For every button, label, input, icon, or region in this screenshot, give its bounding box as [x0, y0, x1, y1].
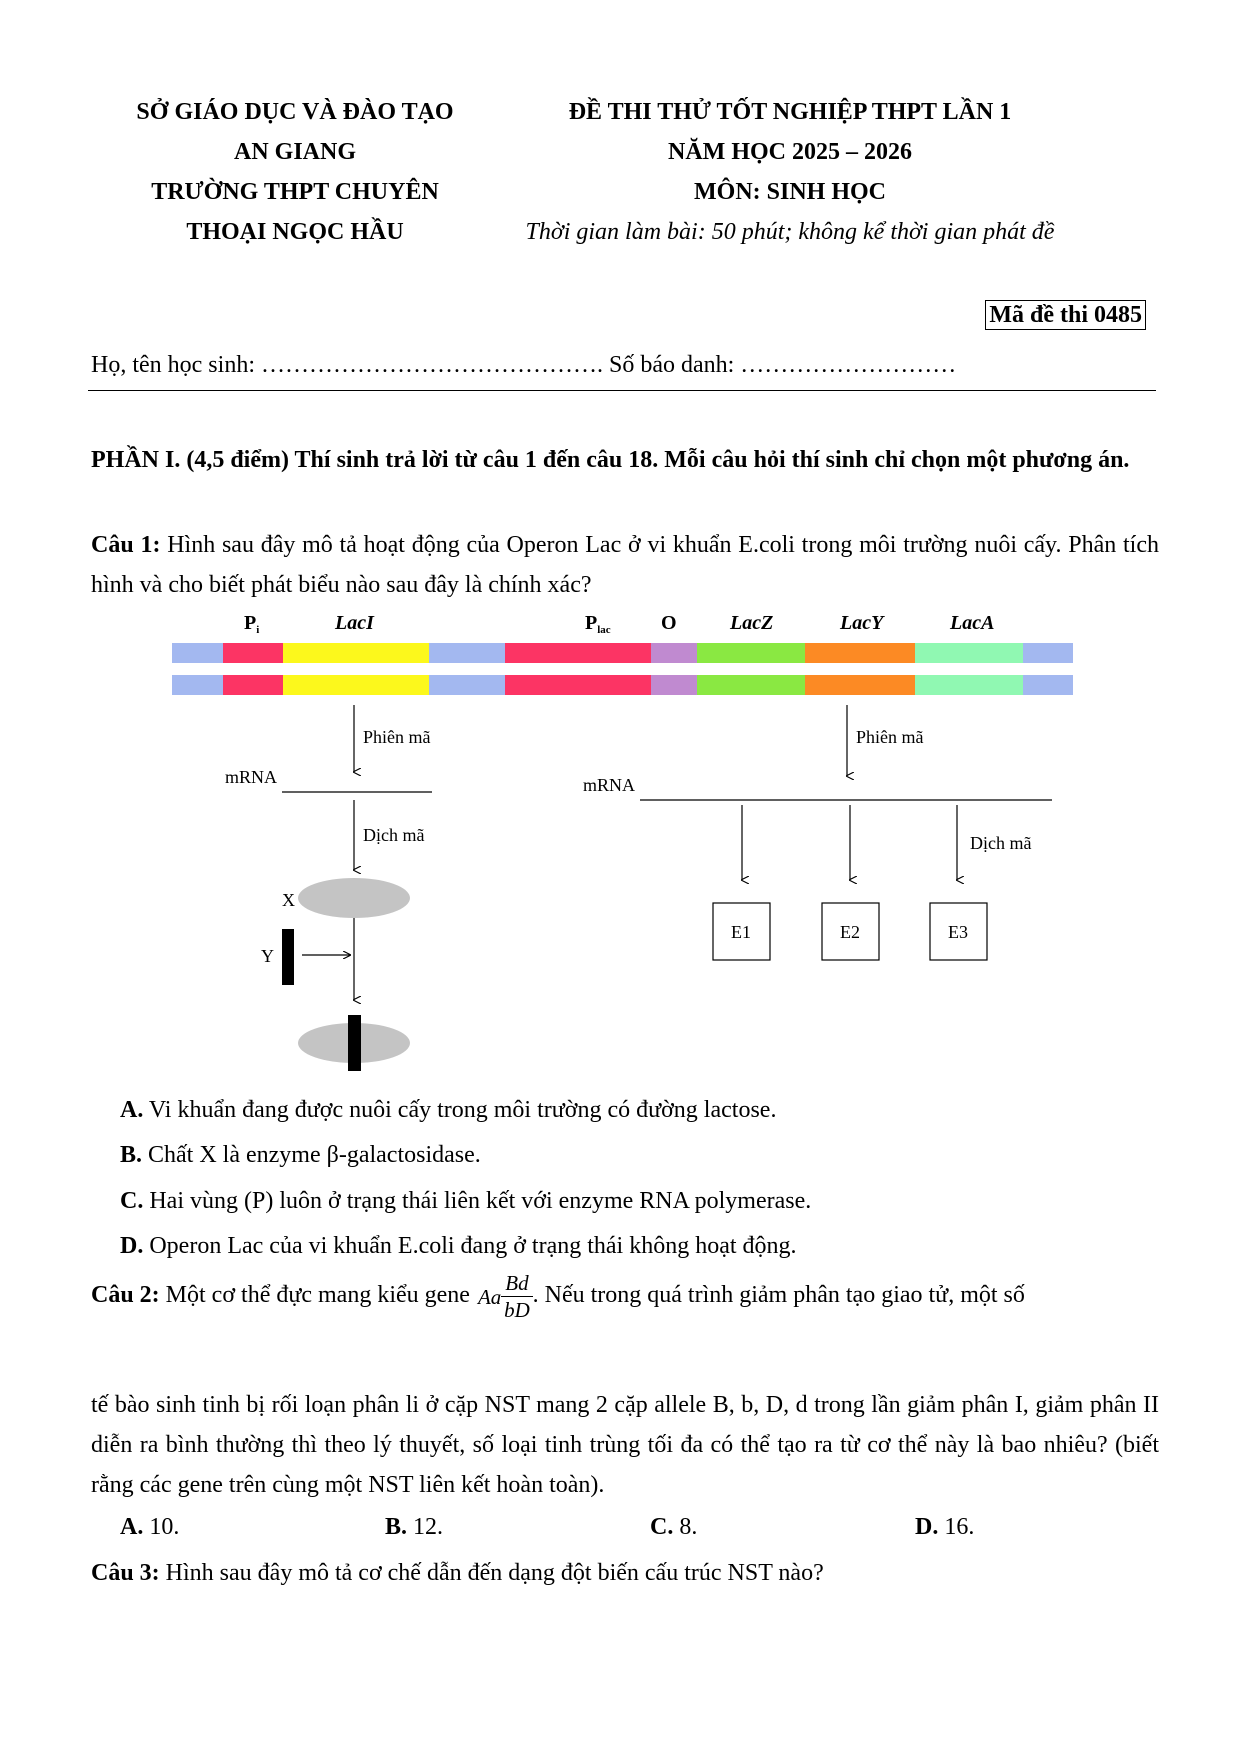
section-1-heading-text: PHẦN I. (4,5 điểm) Thí sinh trả lời từ câu 1 đến câu 18. Mỗi câu hỏi thí sinh chỉ chọn một phương án.	[91, 447, 1130, 473]
lacy-segment	[805, 643, 915, 663]
spacer-segment	[429, 643, 505, 663]
question-3	[91, 1558, 824, 1588]
plac-segment	[505, 675, 651, 695]
question-2-text-after: . Nếu trong quá trình giảm phân tạo giao tử, một số	[532, 1282, 1025, 1309]
option-text: Operon Lac của vi khuẩn E.coli đang ở trạng thái không hoạt động.	[143, 1233, 797, 1259]
label-operator: O	[661, 612, 677, 634]
plac-segment	[505, 643, 651, 663]
exam-year: NĂM HỌC 2025 – 2026	[668, 139, 912, 165]
spacer-segment	[172, 643, 223, 663]
option-text: 16.	[938, 1514, 975, 1540]
genotype-numerator: Bd	[501, 1270, 532, 1297]
label-laci: LacI	[335, 612, 374, 634]
question-2	[91, 1270, 1159, 1323]
laca-segment	[915, 675, 1023, 695]
question-3-text: Hình sau đây mô tả cơ chế dẫn đến dạng đột biến cấu trúc NST nào?	[159, 1560, 824, 1586]
option-letter: C.	[120, 1188, 144, 1214]
label-pi: $P_i$	[244, 612, 260, 636]
laci-segment	[283, 675, 429, 695]
genotype-denominator: bD	[504, 1298, 530, 1322]
q2-option-d[interactable]	[915, 1512, 974, 1542]
label-e3: E3	[948, 922, 968, 942]
q1-option-a[interactable]	[120, 1095, 776, 1125]
school-name: THOẠI NGỌC HẦU	[186, 219, 404, 245]
laci-segment	[283, 643, 429, 663]
spacer-segment	[1023, 675, 1073, 695]
option-text: 8.	[673, 1514, 698, 1540]
label-dich-ma-2: Dịch mã	[970, 833, 1032, 853]
question-2-label: Câu 2:	[91, 1282, 160, 1309]
option-letter: B.	[120, 1142, 143, 1168]
pi-segment	[223, 643, 283, 663]
spacer-segment	[429, 675, 505, 695]
q2-option-b[interactable]	[385, 1512, 443, 1542]
option-letter: A.	[120, 1097, 144, 1123]
label-laca: LacA	[950, 612, 995, 634]
department-name: SỞ GIÁO DỤC VÀ ĐÀO TẠO	[136, 99, 454, 125]
question-1-text: Hình sau đây mô tả hoạt động của Operon Lac ở vi khuẩn E.coli trong môi trường nuôi cấy. Phân tích hình và cho biết phát biểu nào sau đây là chính xác?	[91, 532, 1159, 598]
bound-inducer	[348, 1015, 361, 1071]
label-phien-ma-1: Phiên mã	[363, 727, 431, 747]
q1-option-b[interactable]	[120, 1140, 481, 1170]
dna-strand-bottom	[172, 675, 1073, 695]
dna-strand-top	[172, 643, 1073, 663]
exam-time: Thời gian làm bài: 50 phút; không kể thời gian phát đề	[525, 219, 1055, 245]
q2-option-a[interactable]	[120, 1512, 179, 1542]
student-name-field[interactable]: Họ, tên học sinh: ……………………………………	[91, 352, 597, 378]
label-y: Y	[261, 946, 274, 966]
exam-subject: MÔN: SINH HỌC	[694, 179, 886, 205]
option-letter: D.	[915, 1514, 939, 1540]
label-x: X	[282, 890, 295, 910]
student-id-field[interactable]: . Số báo danh: ………………………	[596, 352, 957, 378]
exam-code: Mã đề thi 0485	[985, 300, 1146, 330]
label-dich-ma-1: Dịch mã	[363, 825, 425, 845]
question-2-continued: tế bào sinh tinh bị rối loạn phân li ở cặp NST mang 2 cặp allele B, b, D, d trong lần giảm phân I, giảm phân II diễn ra bình thường thì theo lý thuyết, số loại tinh trùng tối đa có thể tạo ra từ cơ thể này là bao nhiêu? (biết rằng các gene trên cùng một NST liên kết hoàn toàn).	[91, 1392, 1159, 1498]
option-text: Hai vùng (P) luôn ở trạng thái liên kết với enzyme RNA polymerase.	[143, 1188, 812, 1214]
option-letter: A.	[120, 1514, 144, 1540]
question-1-label: Câu 1:	[91, 532, 161, 558]
label-phien-ma-2: Phiên mã	[856, 727, 924, 747]
label-mrna-1: mRNA	[225, 767, 278, 787]
q2-option-c[interactable]	[650, 1512, 697, 1542]
school-type: TRƯỜNG THPT CHUYÊN	[151, 179, 439, 205]
lacy-segment	[805, 675, 915, 695]
operator-segment	[651, 675, 697, 695]
province-name: AN GIANG	[233, 139, 356, 165]
genotype-fraction	[478, 1282, 501, 1310]
label-e1: E1	[731, 922, 751, 942]
pi-segment	[223, 675, 283, 695]
option-text: 12.	[407, 1514, 444, 1540]
option-letter: B.	[385, 1514, 408, 1540]
laca-segment	[915, 643, 1023, 663]
lacz-segment	[697, 675, 805, 695]
question-3-label: Câu 3:	[91, 1560, 160, 1586]
label-e2: E2	[840, 922, 860, 942]
genotype-chromosomes	[501, 1270, 532, 1323]
lacz-segment	[697, 643, 805, 663]
label-mrna-2: mRNA	[583, 775, 636, 795]
option-letter: C.	[650, 1514, 674, 1540]
option-text: 10.	[143, 1514, 180, 1540]
q1-option-c[interactable]	[120, 1186, 811, 1216]
genotype-prefix: Aa	[477, 1285, 502, 1310]
spacer-segment	[1023, 643, 1073, 663]
label-lacy: LacY	[840, 612, 884, 634]
inducer-y	[282, 929, 294, 985]
option-letter: D.	[120, 1233, 144, 1259]
option-text: Vi khuẩn đang được nuôi cấy trong môi trường có đường lactose.	[143, 1097, 777, 1123]
exam-title: ĐỀ THI THỬ TỐT NGHIỆP THPT LẦN 1	[568, 99, 1012, 125]
label-plac: $P_{lac}$	[585, 612, 611, 636]
q1-option-d[interactable]	[120, 1231, 797, 1261]
label-lacz: LacZ	[730, 612, 774, 634]
repressor-x	[298, 878, 410, 918]
spacer-segment	[172, 675, 223, 695]
question-2-text-before: Một cơ thể đực mang kiểu gene	[159, 1282, 476, 1309]
operator-segment	[651, 643, 697, 663]
option-text: Chất X là enzyme β-galactosidase.	[142, 1142, 481, 1168]
